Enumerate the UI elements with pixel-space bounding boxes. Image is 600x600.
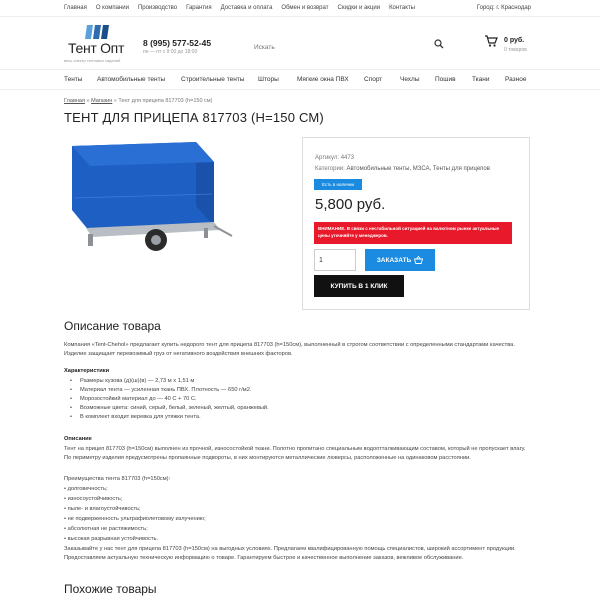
spec-item: • Размеры кузова (д)(ш)(в) — 2,73 м х 1,51 м xyxy=(70,377,269,386)
breadcrumb xyxy=(64,98,212,104)
description-intro: Компания «Tent-Chehol» предлагает купить недорого тент для прицепа 817703 (h=150см), выполненный в строгом соответствии с определенными стандартами качества. Изделие защищает перевозимый груз от негативного воздействия внешних факторов. xyxy=(64,342,515,357)
header xyxy=(0,18,600,70)
top-bar xyxy=(0,0,600,17)
advantage-item: • не подверженность ультрафиолетовому излучению; xyxy=(64,516,206,522)
category-sewing[interactable]: Пошив xyxy=(435,76,456,83)
categories-links[interactable]: Автомобильные тенты, МЗСА, Тенты для прицепов xyxy=(346,166,490,172)
description-outro: Заказывайте у нас тент для прицепа 817703 (h=150см) на выгодных условиях. Предлагаем квалифицированную помощь специалистов, широкий ассортимент продукции. Предоставляем актуальную техническую информацию о товаре. Гарантируем быстрое и качественное выполнение заказов, вежливое обслуживание. xyxy=(64,546,516,561)
top-nav xyxy=(64,5,424,11)
cart-icon[interactable] xyxy=(484,34,498,48)
category-tents[interactable]: Тенты xyxy=(64,76,83,83)
work-hours: пн — пт с 9:00 до 18:00 xyxy=(143,49,198,55)
logo[interactable] xyxy=(64,25,134,65)
top-nav-about[interactable]: О компании xyxy=(95,5,129,11)
cart-count: 0 товаров xyxy=(504,47,527,53)
top-nav-home[interactable]: Главная xyxy=(64,5,87,11)
product-image[interactable] xyxy=(64,140,234,258)
logo-name: Тент Опт xyxy=(68,40,125,56)
description-heading: Описание товара xyxy=(64,319,161,333)
description-text: Тент на прицеп 817703 (h=150см) выполнен из прочной, износостойкой ткани. Полотно пропитано специальным водоотталкивающим составом, который не пропускает влагу. По периметру изделия предусмотрены пропаянные подвороты, в них монтируются металлические люверсы, расположенные на одинаковом расстоянии. xyxy=(64,446,526,461)
breadcrumb-separator: » xyxy=(112,98,119,104)
category-fabrics[interactable]: Ткани xyxy=(472,76,490,83)
category-construction-tents[interactable]: Строительные тенты xyxy=(181,76,245,83)
city-selector[interactable]: Город: г. Краснодар xyxy=(476,5,531,11)
similar-products-heading: Похожие товары xyxy=(64,582,157,596)
logo-tagline: весь спектр тентовых изделий xyxy=(64,58,121,63)
breadcrumb-separator: » xyxy=(84,98,92,104)
specs-heading: Характеристики xyxy=(64,368,110,374)
spec-item: • Возможные цвета: синий, серый, белый, зеленый, желтый, оранжевый. xyxy=(70,404,269,413)
basket-icon xyxy=(414,256,423,264)
order-button[interactable] xyxy=(365,249,435,271)
top-nav-production[interactable]: Производство xyxy=(137,5,178,11)
spec-item: • Материал тента — усиленная ткань ПВХ. Плотность — 650 г/м2. xyxy=(70,386,269,395)
category-car-tents[interactable]: Автомобильные тенты xyxy=(97,76,166,83)
order-button-label: ЗАКАЗАТЬ xyxy=(376,256,412,264)
category-pvc-windows[interactable]: Мягкие окна ПВХ xyxy=(297,76,349,83)
product-sku: Артикул: 4473 xyxy=(315,155,355,161)
stock-badge: Есть в наличии xyxy=(314,179,362,190)
product-title: ТЕНТ ДЛЯ ПРИЦЕПА 817703 (Н=150 СМ) xyxy=(64,110,324,125)
top-nav-returns[interactable]: Обмен и возврат xyxy=(281,5,329,11)
advantage-item: • пыле- и влагоустойчивость; xyxy=(64,506,141,512)
product-categories xyxy=(315,166,490,172)
desc-subheading: Описание xyxy=(64,436,92,442)
category-sport[interactable]: Спорт xyxy=(364,76,383,83)
cart-total[interactable]: 0 руб. xyxy=(504,37,525,44)
advantage-item: • высокая разрывная устойчивость. xyxy=(64,536,159,542)
product-price: 5,800 руб. xyxy=(315,196,386,213)
category-nav xyxy=(0,71,600,90)
price-warning: ВНИМАНИЕ. В связи с нестабильной ситуацией на валютном рынке актуальные цены уточняйте у менеджеров. xyxy=(314,222,512,244)
one-click-buy-button[interactable]: КУПИТЬ В 1 КЛИК xyxy=(314,275,404,297)
quantity-input[interactable] xyxy=(314,249,356,271)
advantages-heading: Преимущества тента 817703 (h=150см): xyxy=(64,476,171,482)
spec-item: • В комплект входит веревка для утяжки тента. xyxy=(70,413,269,422)
spec-item: • Морозостойкий материал до — 40 С + 70 С. xyxy=(70,395,269,404)
breadcrumb-current: Тент для прицепа 817703 (h=150 см) xyxy=(118,98,213,104)
top-nav-delivery[interactable]: Доставка и оплата xyxy=(220,5,273,11)
breadcrumb-home[interactable]: Главная xyxy=(64,98,85,104)
advantage-item: • износоустойчивость; xyxy=(64,496,123,502)
phone-number[interactable]: 8 (995) 577-52-45 xyxy=(143,38,212,48)
category-curtains[interactable]: Шторы xyxy=(258,76,279,83)
specs-list xyxy=(70,377,269,422)
category-covers[interactable]: Чехлы xyxy=(400,76,420,83)
top-nav-discounts[interactable]: Скидки и акции xyxy=(337,5,381,11)
breadcrumb-shop[interactable]: Магазин xyxy=(91,98,113,104)
logo-mark-icon xyxy=(86,25,112,39)
advantage-item: • долговечность; xyxy=(64,486,108,492)
categories-label: Категории: xyxy=(315,166,347,172)
search-box xyxy=(254,36,446,52)
top-nav-contacts[interactable]: Контакты xyxy=(389,5,415,11)
advantage-item: • абсолютная не растяжимость; xyxy=(64,526,148,532)
search-input[interactable] xyxy=(254,40,446,56)
top-nav-warranty[interactable]: Гарантия xyxy=(186,5,212,11)
search-icon[interactable] xyxy=(434,39,444,49)
category-misc[interactable]: Разное xyxy=(505,76,527,83)
